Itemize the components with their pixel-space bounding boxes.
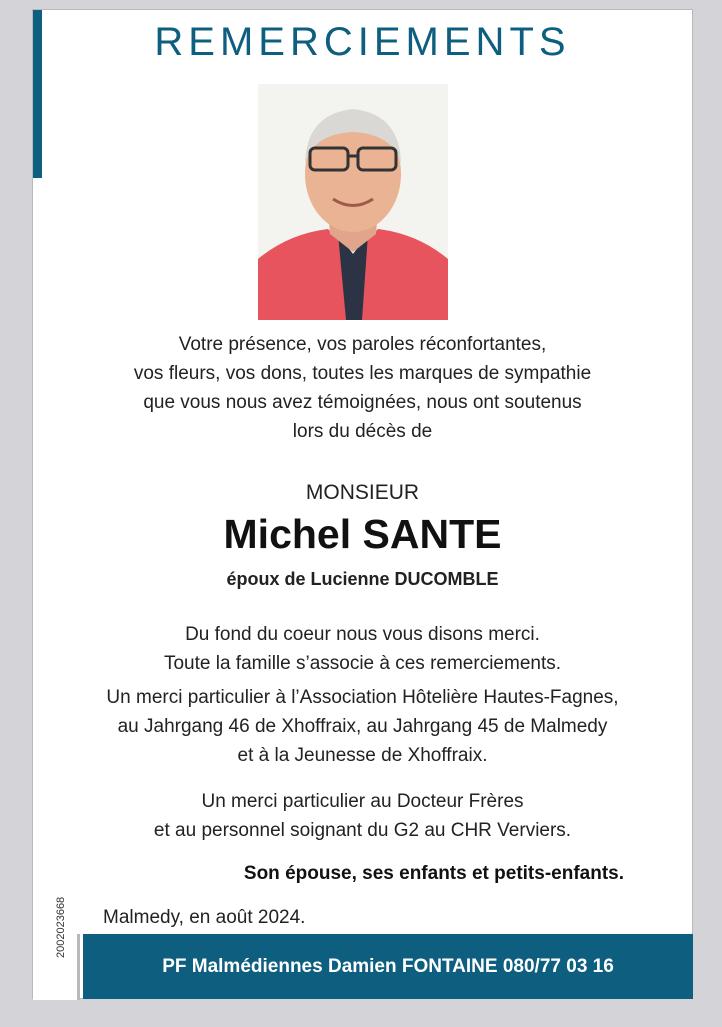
- obituary-card: [32, 9, 693, 999]
- funeral-home-footer: PF Malmédiennes Damien FONTAINE 080/77 03 16: [83, 934, 693, 999]
- intro-line: vos fleurs, vos dons, toutes les marques de sympathie: [133, 363, 592, 384]
- thanks-line: Du fond du coeur nous vous disons merci.: [185, 624, 540, 645]
- thanks-line: Un merci particulier au Docteur Frères: [201, 791, 524, 812]
- honorific: MONSIEUR: [305, 481, 420, 504]
- thanks-block: [33, 683, 692, 770]
- intro-line: Votre présence, vos paroles réconfortantes,: [178, 334, 547, 355]
- thanks-line: au Jahrgang 46 de Xhoffraix, au Jahrgang 45 de Malmedy: [117, 716, 608, 737]
- portrait-illustration: [258, 84, 448, 320]
- thanks-block: [33, 787, 692, 845]
- portrait-photo: [258, 84, 448, 320]
- page-title: REMERCIEMENTS: [154, 20, 571, 64]
- intro-line: que vous nous avez témoignées, nous ont soutenus: [143, 392, 582, 413]
- thanks-line: et au personnel soignant du G2 au CHR Verviers.: [153, 820, 572, 841]
- thanks-line: et à la Jeunesse de Xhoffraix.: [237, 745, 488, 766]
- intro-text: [33, 330, 692, 446]
- reference-number: 2002023668: [55, 896, 67, 958]
- place-date: Malmedy, en août 2024.: [103, 907, 306, 928]
- thanks-block: [33, 620, 692, 678]
- deceased-name: Michel SANTE: [223, 511, 502, 557]
- thanks-line: Un merci particulier à l’Association Hôtelière Hautes-Fagnes,: [106, 687, 619, 708]
- thanks-line: Toute la famille s’associe à ces remerciements.: [163, 653, 562, 674]
- spouse-line: époux de Lucienne DUCOMBLE: [226, 569, 499, 589]
- intro-line: lors du décès de: [292, 421, 433, 442]
- family-signature: Son épouse, ses enfants et petits-enfants.: [243, 863, 624, 884]
